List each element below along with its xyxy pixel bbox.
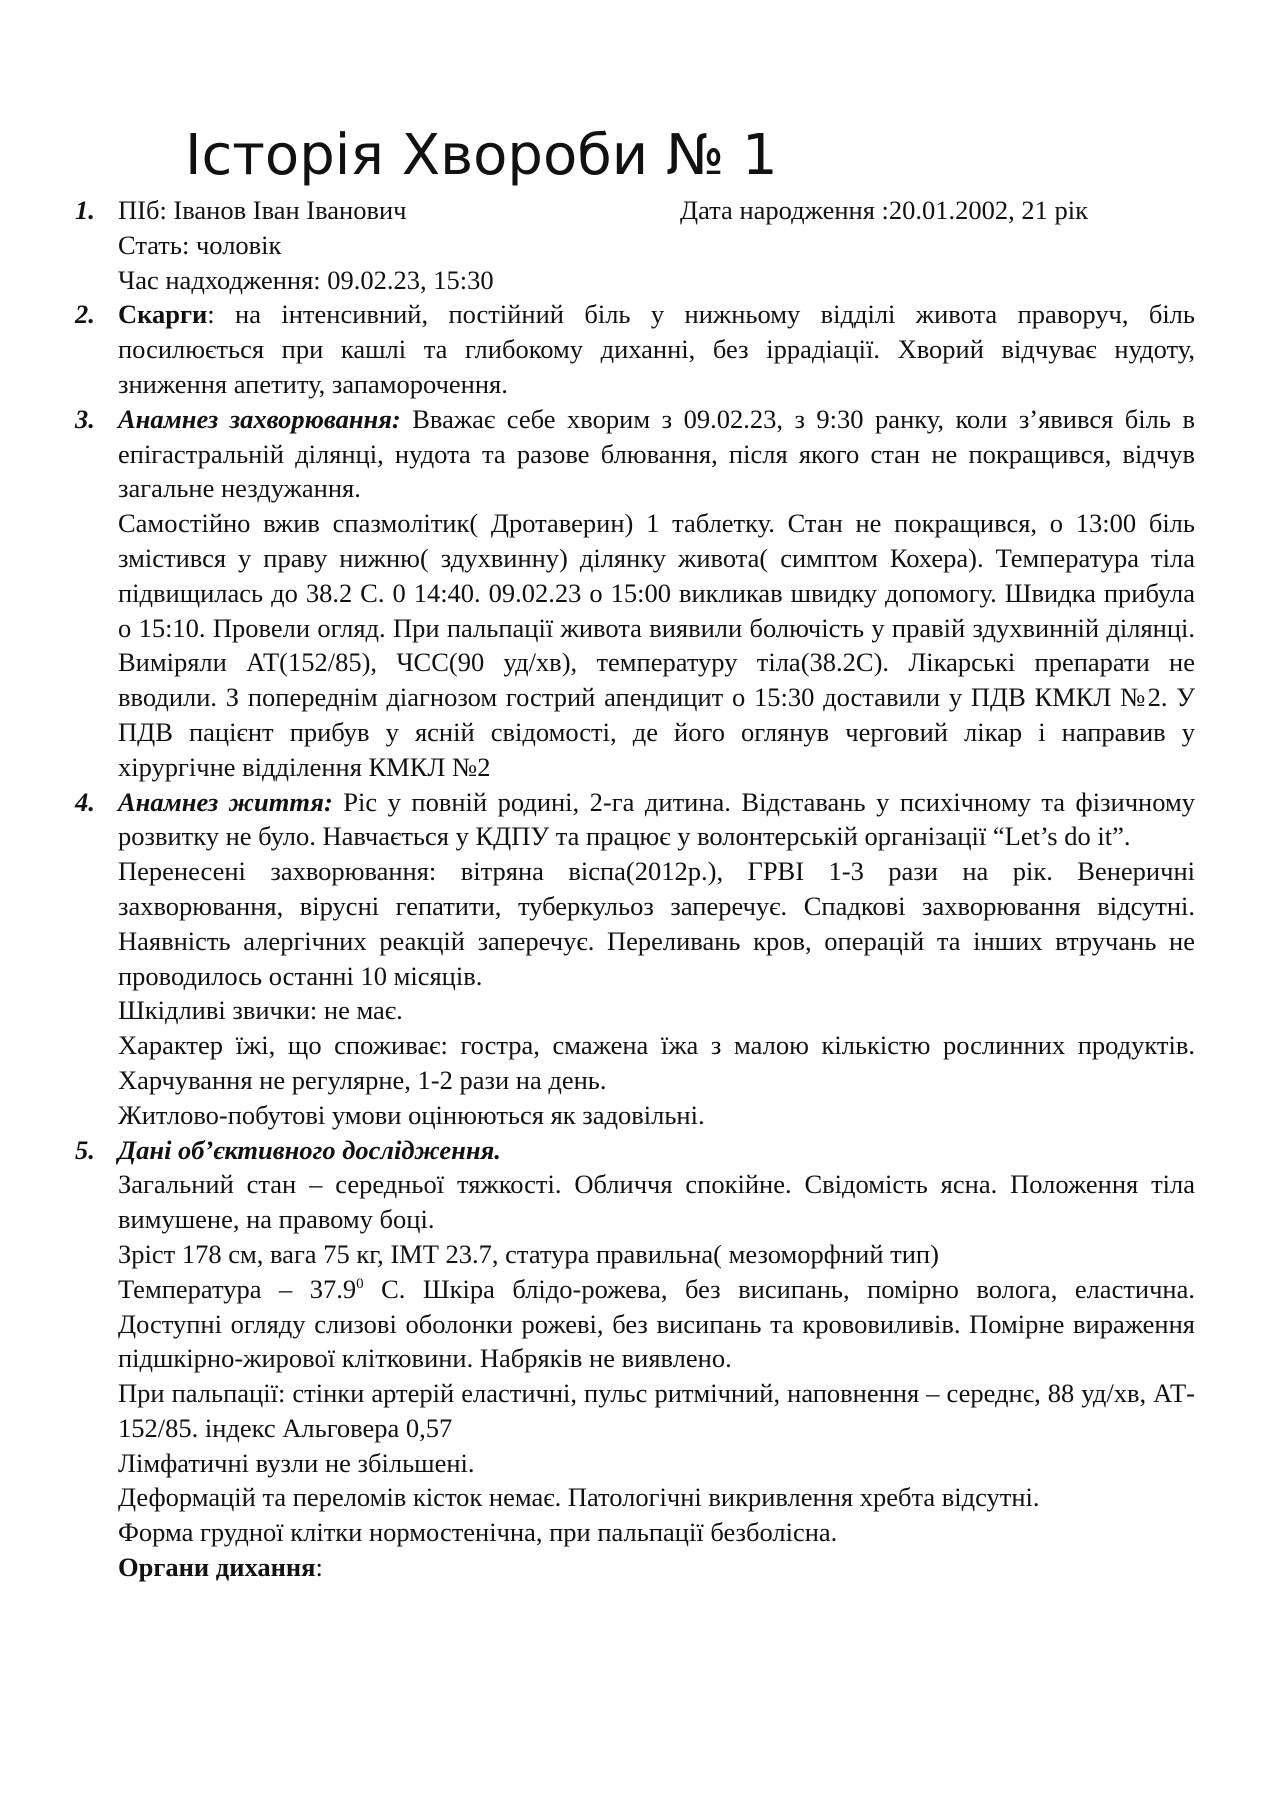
disease-anamnesis-paragraph-1 bbox=[118, 402, 1195, 506]
complaints-text: : на інтенсивний, постійний біль у нижньому відділі живота праворуч, біль посилюється при кашлі та глибокому диханні, без іррадіації. Хворий відчуває нудоту, зниження апетиту, запаморочення. bbox=[118, 299, 1195, 399]
section-objective-exam bbox=[75, 1133, 1195, 1585]
section-disease-anamnesis bbox=[75, 402, 1195, 785]
life-anamnesis-text: Ріс у повній родині, 2-га дитина. Відставань у психічному та фізичному розвитку не було. Навчається у КДПУ та працює у волонтерській організації “Let’s do it”. bbox=[118, 786, 1195, 852]
section-life-anamnesis bbox=[75, 785, 1195, 1133]
life-anamnesis-paragraph-1 bbox=[118, 785, 1195, 855]
patient-birth-date: Дата народження :20.01.2002, 21 рік bbox=[680, 195, 1088, 225]
skin-text: С. Шкіра блідо-рожева, без висипань, помірно волога, еластична. Доступні огляду слизові оболонки рожеві, без висипань та крововиливів. Помірне вираження підшкірно-жирової клітковини. Набряків не виявлено. bbox=[118, 1273, 1195, 1374]
patient-sex: Стать: чоловік bbox=[118, 229, 282, 260]
disease-anamnesis-text: Вважає себе хворим з 09.02.23, з 9:30 ранку, коли з’явився біль в епігастральній ділянці, нудота та разове блювання, після якого стан не покращився, відчув загальне нездужання. bbox=[118, 403, 1195, 504]
section-number: 3. bbox=[75, 403, 95, 434]
respiratory-organs-colon: : bbox=[315, 1552, 323, 1583]
diet-paragraph: Характер їжі, що споживає: гостра, смажена їжа з малою кількістю рослинних продуктів. Харчування не регулярне, 1-2 рази на день. bbox=[118, 1030, 1195, 1095]
temperature-skin-paragraph bbox=[118, 1272, 1195, 1376]
complaints-heading: Скарги bbox=[118, 299, 208, 330]
admission-time: Час надходження: 09.02.23, 15:30 bbox=[118, 264, 494, 295]
respiratory-organs-heading: Органи дихання bbox=[118, 1552, 316, 1583]
complaints-paragraph bbox=[118, 297, 1195, 401]
living-conditions-paragraph: Житлово-побутові умови оцінюються як задовільні. bbox=[118, 1099, 705, 1130]
chest-paragraph: Форма грудної клітки нормостенічна, при пальпації безболісна. bbox=[118, 1517, 838, 1548]
section-complaints bbox=[75, 297, 1195, 401]
general-state-paragraph: Загальний стан – середньої тяжкості. Обличчя спокійне. Свідомість ясна. Положення тіла вимушене, на правому боці. bbox=[118, 1169, 1195, 1235]
section-number: 5. bbox=[75, 1134, 95, 1165]
section-patient-info bbox=[75, 193, 1195, 297]
patient-name: ПІб: Іванов Іван Іванович bbox=[118, 195, 407, 225]
document-body bbox=[75, 193, 1195, 1585]
degree-superscript: 0 bbox=[356, 1275, 364, 1292]
disease-anamnesis-heading: Анамнез захворювання: bbox=[118, 403, 401, 434]
disease-anamnesis-paragraph-2: Самостійно вжив спазмолітик( Дротаверин) 1 таблетку. Стан не покращився, о 13:00 біль змістився у праву нижню( здухвинну) ділянку живота( симптом Кохера). Температура тіла підвищилась до 38.2 С. 0 14:40. 09.02.23 о 15:00 викликав швидку допомогу. Швидка прибула о 15:10. Провели огляд. При пальпації живота виявили болючість у правій здухвинній ділянці. Виміряли АТ(152/85), ЧСС(90 уд/хв), температуру тіла(38.2С). Лікарські препарати не вводили. З попереднім діагнозом гострий апендицит о 15:30 доставили у ПДВ КМКЛ №2. У ПДВ пацієнт прибув у ясній свідомості, де його оглянув черговий лікар і направив у хірургічне відділення КМКЛ №2 bbox=[118, 508, 1195, 782]
past-diseases-paragraph: Перенесені захворювання: вітряна віспа(2012р.), ГРВІ 1-3 рази на рік. Венеричні захворювання, вірусні гепатити, туберкульоз заперечує. Спадкові захворювання відсутні. Наявність алергічних реакцій заперечує. Переливань кров, операцій та інших втручань не проводилось останні 10 місяців. bbox=[118, 856, 1195, 991]
palpation-paragraph: При пальпації: стінки артерій еластичні, пульс ритмічний, наповнення – середнє, 88 уд/хв, АТ- 152/85. індекс Альговера 0,57 bbox=[118, 1378, 1195, 1443]
section-number: 1. bbox=[75, 195, 95, 225]
lymph-nodes-paragraph: Лімфатичні вузли не збільшені. bbox=[118, 1447, 475, 1478]
bones-paragraph: Деформацій та переломів кісток немає. Патологічні викривлення хребта відсутні. bbox=[118, 1482, 1040, 1513]
patient-name-row bbox=[118, 193, 1195, 228]
section-number: 2. bbox=[75, 299, 95, 330]
anthropometry-paragraph: Зріст 178 см, вага 75 кг, ІМТ 23.7, статура правильна( мезоморфний тип) bbox=[118, 1238, 939, 1269]
section-number: 4. bbox=[75, 786, 95, 817]
bad-habits-paragraph: Шкідливі звички: не має. bbox=[118, 995, 403, 1026]
respiratory-organs-line bbox=[118, 1550, 1195, 1585]
objective-exam-heading: Дані об’єктивного дослідження. bbox=[118, 1134, 501, 1165]
document-title: Історія Хвороби № 1 bbox=[185, 123, 778, 188]
life-anamnesis-heading: Анамнез життя: bbox=[118, 786, 333, 817]
temperature-text: Температура – 37.9 bbox=[118, 1273, 357, 1304]
